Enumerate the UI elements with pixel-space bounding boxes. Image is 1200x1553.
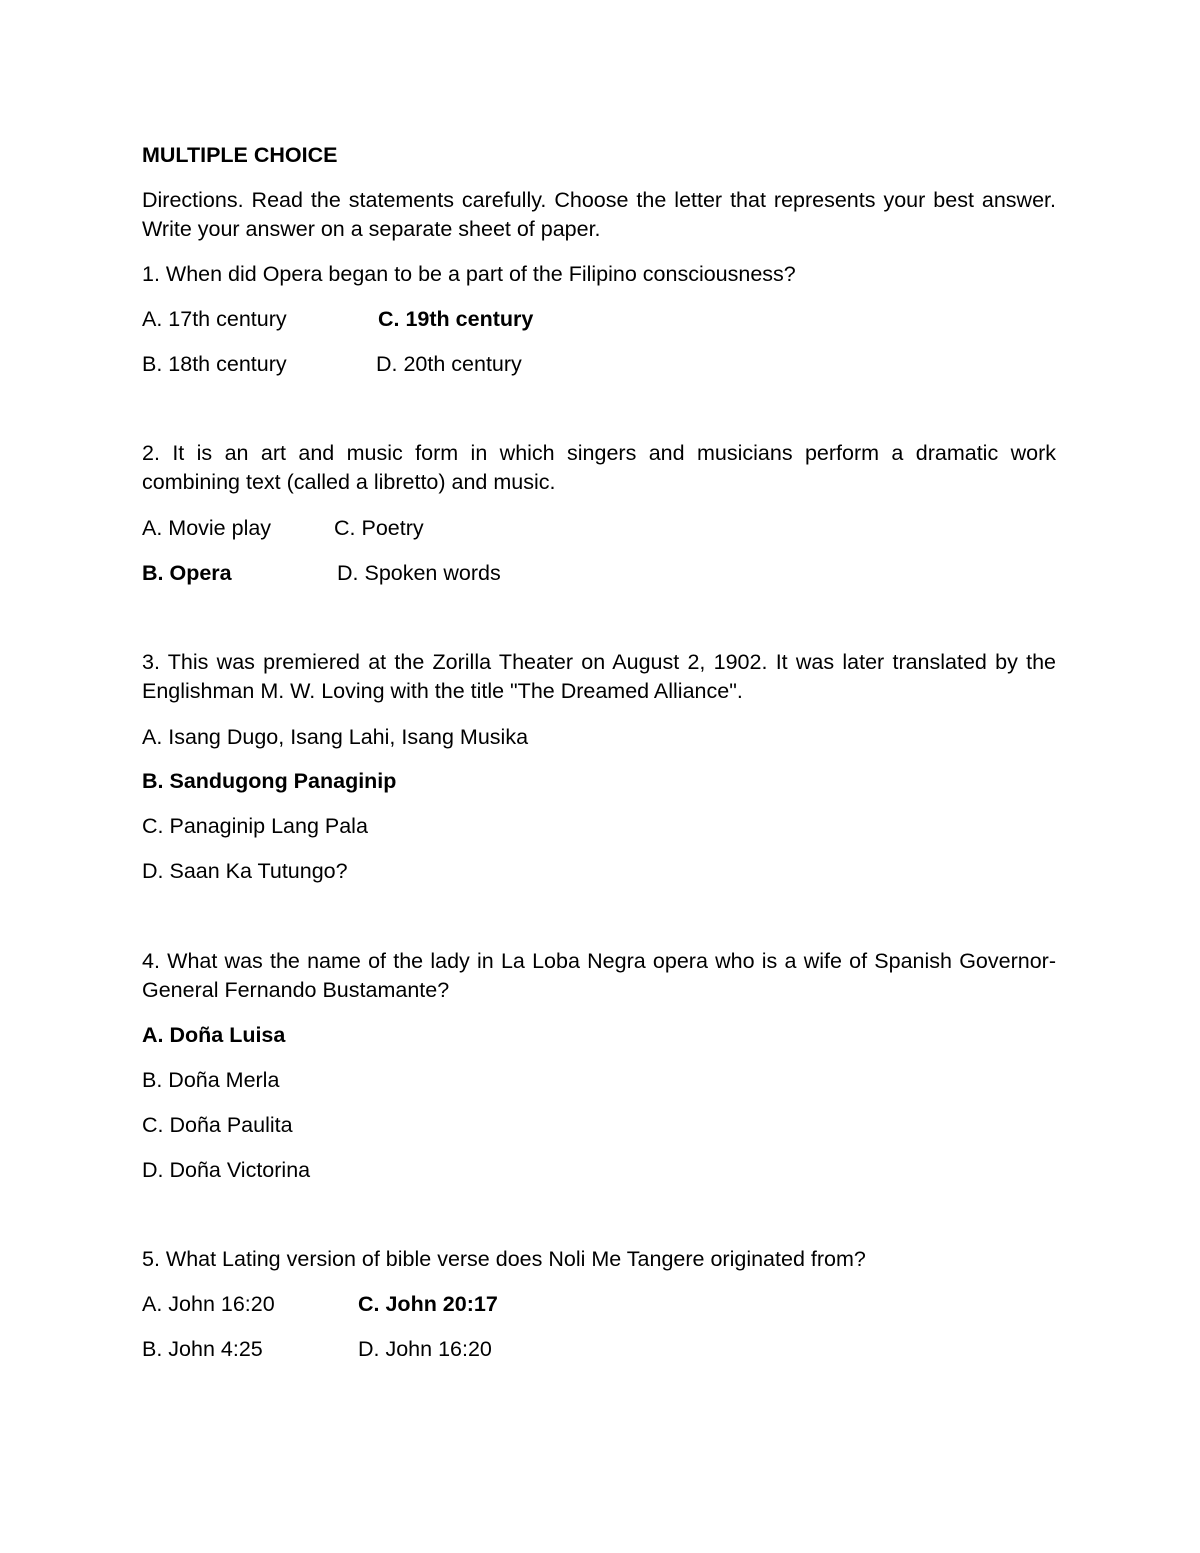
question-5-option-b: B. John 4:25: [142, 1337, 263, 1361]
question-4-option-d: D. Doña Victorina: [142, 1158, 311, 1182]
question-5-option-d: D. John 16:20: [358, 1337, 492, 1361]
question-3-option-d: D. Saan Ka Tutungo?: [142, 859, 348, 883]
directions-paragraph: Directions. Read the statements carefully. Choose the letter that represents your best answer. Write your answer on a separate sheet of paper.: [142, 188, 1056, 241]
question-5-option-c-answer: C. John 20:17: [358, 1292, 498, 1316]
question-1-option-d: D. 20th century: [376, 352, 522, 376]
question-1-option-b: B. 18th century: [142, 352, 287, 376]
question-4-option-c: C. Doña Paulita: [142, 1113, 293, 1137]
question-3-option-b-answer: B. Sandugong Panaginip: [142, 769, 397, 793]
question-1-option-a: A. 17th century: [142, 307, 287, 331]
question-1-stem: 1. When did Opera began to be a part of the Filipino consciousness?: [142, 262, 796, 286]
question-5-stem: 5. What Lating version of bible verse does Noli Me Tangere originated from?: [142, 1247, 866, 1271]
question-3-option-c: C. Panaginip Lang Pala: [142, 814, 368, 838]
question-2-option-a: A. Movie play: [142, 516, 272, 540]
document-title: MULTIPLE CHOICE: [142, 143, 338, 167]
question-2-option-b-answer: B. Opera: [142, 561, 232, 585]
question-2-option-c: C. Poetry: [334, 516, 424, 540]
question-3-option-a: A. Isang Dugo, Isang Lahi, Isang Musika: [142, 725, 529, 749]
question-3-stem: 3. This was premiered at the Zorilla Theater on August 2, 1902. It was later translated by the Englishman M. W. Loving with the title "The Dreamed Alliance".: [142, 650, 1056, 703]
question-2-option-d: D. Spoken words: [337, 561, 501, 585]
question-1-option-c-answer: C. 19th century: [378, 307, 534, 331]
question-2-stem: 2. It is an art and music form in which singers and musicians perform a dramatic work combining text (called a libretto) and music.: [142, 441, 1056, 494]
question-5-option-a: A. John 16:20: [142, 1292, 275, 1316]
question-4-option-a-answer: A. Doña Luisa: [142, 1023, 286, 1047]
question-4-stem: 4. What was the name of the lady in La Loba Negra opera who is a wife of Spanish Governor-General Fernando Bustamante?: [142, 949, 1056, 1002]
question-4-option-b: B. Doña Merla: [142, 1068, 280, 1092]
